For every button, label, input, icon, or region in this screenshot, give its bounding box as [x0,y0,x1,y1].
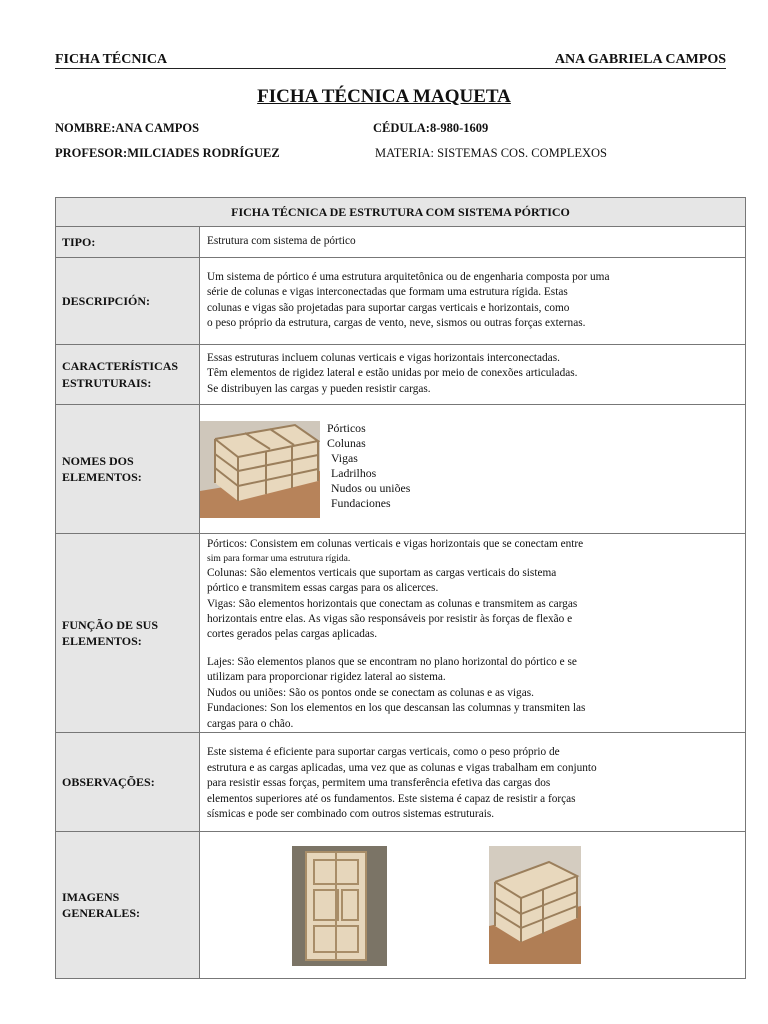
caracteristicas-line: Essas estruturas incluem colunas verticais e vigas horizontais interconectadas. [207,352,560,364]
descripcion-line: Um sistema de pórtico é uma estrutura arquitetônica ou de engenharia composta por uma [207,271,610,283]
element-name: Nudos ou uniões [331,481,411,496]
funcao-line: Vigas: São elementos horizontais que conectam as colunas e transmitem as cargas [207,597,578,610]
row-descripcion [56,258,746,345]
funcao-line: horizontais entre elas. As vigas são responsáveis por resistir às forças de flexão e [207,613,573,626]
descripcion-line: série de colunas e vigas interconectadas que formam uma estrutura rígida. Estas [207,286,568,299]
observacoes-line: elementos superiores até os fundamentos. Este sistema é capaz de resistir a forças [207,792,576,805]
info-materia: MATERIA: SISTEMAS COS. COMPLEXOS [375,146,607,160]
element-name: Fundaciones [331,496,391,511]
funcao-line: Lajes: São elementos planos que se encontram no plano horizontal do pórtico e se [207,655,577,668]
model-photo-side [489,846,581,964]
table-heading: FICHA TÉCNICA DE ESTRUTURA COM SISTEMA PÓRTICO [56,198,746,227]
label-caracteristicas: CARACTERÍSTICAS ESTRUTURAIS: [56,345,200,405]
element-names-list [327,421,410,512]
tipo-text: Estrutura com sistema de pórtico [207,235,356,248]
model-photo [200,421,320,518]
funcao-line: Colunas: São elementos verticais que suportam as cargas verticais do sistema [207,566,557,579]
info-nombre: NOMBRE:ANA CAMPOS [55,121,200,135]
observacoes-line: sísmicas e pode ser combinado com outros sistemas estruturais. [207,808,495,821]
label-funcao: FUNÇÃO DE SUS ELEMENTOS: [56,534,200,733]
element-name: Ladrilhos [331,466,377,481]
info-profesor: PROFESOR:MILCIADES RODRÍGUEZ [55,146,280,160]
label-nomes: NOMES DOS ELEMENTOS: [56,405,200,534]
row-observacoes [56,733,746,832]
page-header [55,52,726,69]
element-name: Vigas [331,451,358,466]
table-header-row [56,198,746,227]
descripcion-line: colunas e vigas são projetadas para suportar cargas verticais e horizontais, como [207,301,570,314]
spec-table [55,197,746,979]
label-descripcion: DESCRIPCIÓN: [56,258,200,345]
funcao-line: pórtico e transmitem essas cargas para os alicerces. [207,582,439,595]
observacoes-line: estrutura e as cargas aplicadas, uma vez que as colunas e vigas trabalham em conjunto [207,761,597,774]
value-imagens [200,832,746,979]
value-tipo [200,227,746,258]
label-imagens: IMAGENS GENERALES: [56,832,200,979]
header-left: FICHA TÉCNICA [55,52,168,67]
funcao-line: Nudos ou uniões: São os pontos onde se conectam as colunas e as vigas. [207,686,534,699]
observacoes-line: para resistir essas forças, permitem uma transferência efetiva das cargas dos [207,777,551,790]
row-funcao [56,534,746,733]
info-cedula: CÉDULA:8-980-1609 [373,121,489,135]
row-imagens [56,832,746,979]
row-caracteristicas [56,345,746,405]
funcao-line: sim para formar uma estrutura rígida. [207,553,351,565]
element-name: Pórticos [327,421,366,435]
descripcion-line: o peso próprio da estrutura, cargas de vento, neve, sismos ou outras forças externas. [207,317,586,330]
value-caracteristicas [200,345,746,405]
value-funcao [200,534,746,733]
observacoes-line: Este sistema é eficiente para suportar cargas verticais, como o peso próprio de [207,746,560,759]
caracteristicas-line: Se distribuyen las cargas y pueden resistir cargas. [207,382,431,395]
value-nomes [200,405,746,534]
label-observacoes: OBSERVAÇÕES: [56,733,200,832]
row-nomes [56,405,746,534]
label-tipo: TIPO: [56,227,200,258]
element-name: Colunas [327,436,366,451]
caracteristicas-line: Têm elementos de rigidez lateral e estão unidas por meio de conexões articuladas. [207,367,578,380]
funcao-line: Pórticos: Consistem em colunas verticais e vigas horizontais que se conectam entre [207,538,584,550]
value-observacoes [200,733,746,832]
funcao-line: cortes gerados pelas cargas aplicadas. [207,628,378,641]
funcao-line: Fundaciones: Son los elementos en los que descansan las columnas y transmiten las [207,702,586,715]
funcao-line: cargas para o chão. [207,717,294,730]
value-descripcion [200,258,746,345]
document-title: FICHA TÉCNICA MAQUETA [257,86,511,107]
header-right: ANA GABRIELA CAMPOS [554,52,726,67]
row-tipo [56,227,746,258]
funcao-line: utilizam para proporcionar rigidez lateral ao sistema. [207,671,446,684]
model-photo-top [292,846,387,966]
